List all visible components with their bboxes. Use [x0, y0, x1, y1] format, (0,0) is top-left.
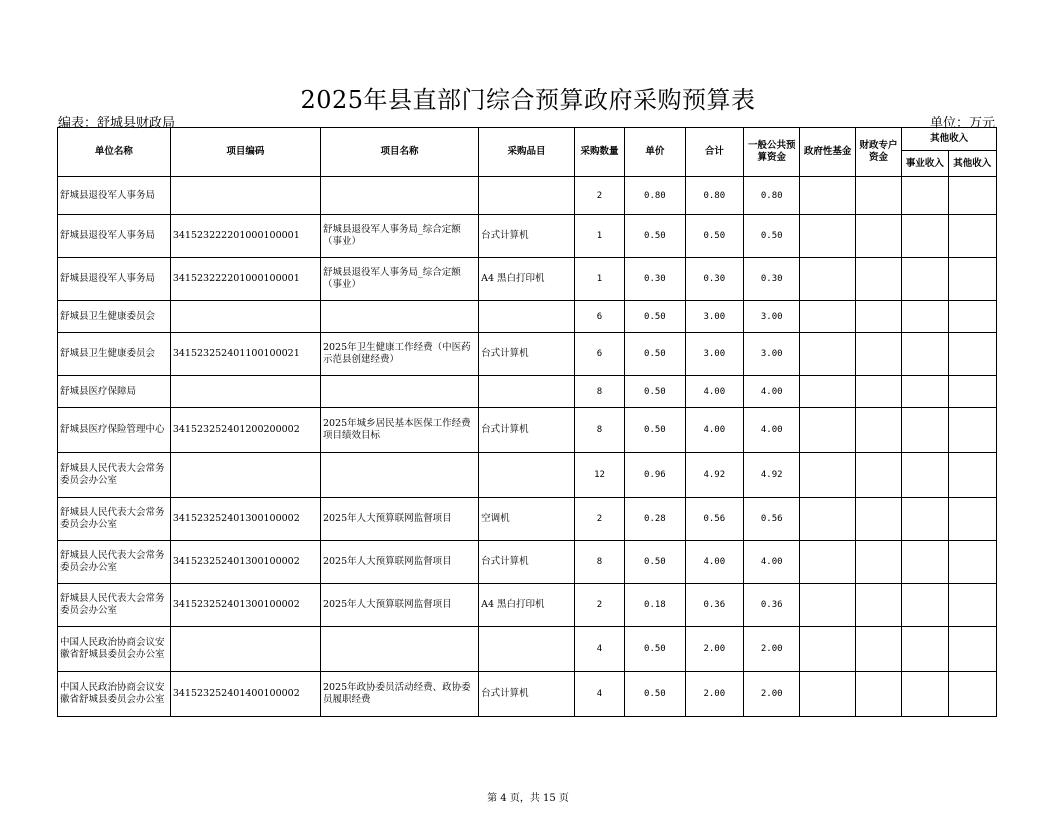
cell-business-income — [902, 376, 948, 408]
cell-code — [170, 177, 320, 215]
cell-other — [948, 584, 996, 627]
cell-price: 0.18 — [625, 584, 685, 627]
cell-other — [948, 453, 996, 498]
cell-code: 341523252401300100002 — [170, 498, 320, 541]
cell-unit: 舒城县退役军人事务局 — [58, 177, 171, 215]
cell-special-fund — [855, 453, 901, 498]
header-project-code: 项目编码 — [170, 128, 320, 177]
cell-business-income — [902, 584, 948, 627]
cell-unit: 舒城县卫生健康委员会 — [58, 333, 171, 376]
cell-general: 4.00 — [744, 408, 800, 453]
cell-project: 2025年人大预算联网监督项目 — [320, 584, 478, 627]
cell-total: 3.00 — [685, 301, 743, 333]
procurement-budget-table — [57, 127, 997, 717]
cell-total: 4.00 — [685, 408, 743, 453]
cell-category: 台式计算机 — [479, 408, 575, 453]
cell-total: 0.56 — [685, 498, 743, 541]
cell-price: 0.50 — [625, 215, 685, 258]
cell-price: 0.50 — [625, 408, 685, 453]
cell-price: 0.50 — [625, 541, 685, 584]
cell-special-fund — [855, 672, 901, 717]
cell-category: 台式计算机 — [479, 541, 575, 584]
cell-price: 0.50 — [625, 301, 685, 333]
cell-total: 4.00 — [685, 376, 743, 408]
cell-category: A4 黑白打印机 — [479, 584, 575, 627]
cell-business-income — [902, 301, 948, 333]
table-row — [58, 301, 997, 333]
table-row — [58, 376, 997, 408]
cell-special-fund — [855, 541, 901, 584]
cell-general: 0.36 — [744, 584, 800, 627]
cell-project — [320, 376, 478, 408]
cell-qty: 6 — [574, 333, 624, 376]
cell-other — [948, 301, 996, 333]
cell-general: 4.00 — [744, 541, 800, 584]
unit-label: 单位：万元 — [929, 116, 995, 131]
cell-gov-fund — [800, 498, 855, 541]
cell-code: 341523222201000100001 — [170, 215, 320, 258]
cell-qty: 2 — [574, 498, 624, 541]
cell-category — [479, 177, 575, 215]
header-category: 采购品目 — [479, 128, 575, 177]
header-quantity: 采购数量 — [574, 128, 624, 177]
cell-project: 2025年人大预算联网监督项目 — [320, 498, 478, 541]
cell-qty: 4 — [574, 627, 624, 672]
cell-gov-fund — [800, 541, 855, 584]
table-row — [58, 333, 997, 376]
cell-total: 2.00 — [685, 627, 743, 672]
cell-special-fund — [855, 584, 901, 627]
cell-gov-fund — [800, 376, 855, 408]
cell-gov-fund — [800, 258, 855, 301]
table-row — [58, 627, 997, 672]
cell-project — [320, 301, 478, 333]
cell-category: 空调机 — [479, 498, 575, 541]
cell-project — [320, 453, 478, 498]
cell-qty: 8 — [574, 408, 624, 453]
cell-general: 2.00 — [744, 627, 800, 672]
cell-price: 0.30 — [625, 258, 685, 301]
cell-qty: 1 — [574, 215, 624, 258]
cell-other — [948, 177, 996, 215]
cell-total: 0.80 — [685, 177, 743, 215]
header-gov-fund: 政府性基金 — [800, 128, 855, 177]
header-special-fund: 财政专户资金 — [855, 128, 901, 177]
cell-gov-fund — [800, 584, 855, 627]
cell-qty: 4 — [574, 672, 624, 717]
cell-qty: 8 — [574, 541, 624, 584]
cell-code — [170, 453, 320, 498]
cell-category: 台式计算机 — [479, 333, 575, 376]
cell-total: 4.92 — [685, 453, 743, 498]
cell-category — [479, 627, 575, 672]
cell-total: 0.36 — [685, 584, 743, 627]
cell-gov-fund — [800, 672, 855, 717]
cell-unit: 舒城县退役军人事务局 — [58, 215, 171, 258]
cell-business-income — [902, 408, 948, 453]
cell-total: 4.00 — [685, 541, 743, 584]
cell-price: 0.50 — [625, 376, 685, 408]
cell-project: 2025年政协委员活动经费、政协委员履职经费 — [320, 672, 478, 717]
cell-unit: 舒城县退役军人事务局 — [58, 258, 171, 301]
cell-gov-fund — [800, 215, 855, 258]
cell-category — [479, 376, 575, 408]
cell-business-income — [902, 258, 948, 301]
cell-unit: 舒城县医疗保障局 — [58, 376, 171, 408]
cell-business-income — [902, 498, 948, 541]
cell-gov-fund — [800, 408, 855, 453]
header-general-budget: 一般公共预算资金 — [744, 128, 800, 177]
cell-category: 台式计算机 — [479, 215, 575, 258]
cell-other — [948, 672, 996, 717]
cell-gov-fund — [800, 177, 855, 215]
cell-project — [320, 177, 478, 215]
header-unit-name: 单位名称 — [58, 128, 171, 177]
cell-other — [948, 541, 996, 584]
table-row — [58, 215, 997, 258]
cell-unit: 中国人民政治协商会议安徽省舒城县委员会办公室 — [58, 672, 171, 717]
editor-label: 编表：舒城县财政局 — [58, 116, 176, 131]
cell-general: 4.92 — [744, 453, 800, 498]
cell-price: 0.50 — [625, 627, 685, 672]
table-row — [58, 584, 997, 627]
cell-project: 舒城县退役军人事务局_综合定额（事业） — [320, 258, 478, 301]
cell-total: 0.30 — [685, 258, 743, 301]
cell-price: 0.28 — [625, 498, 685, 541]
cell-business-income — [902, 215, 948, 258]
cell-special-fund — [855, 408, 901, 453]
cell-code: 341523252401300100002 — [170, 541, 320, 584]
cell-other — [948, 258, 996, 301]
cell-general: 0.80 — [744, 177, 800, 215]
table-row — [58, 672, 997, 717]
cell-gov-fund — [800, 333, 855, 376]
cell-total: 3.00 — [685, 333, 743, 376]
cell-code — [170, 301, 320, 333]
cell-unit: 舒城县人民代表大会常务委员会办公室 — [58, 453, 171, 498]
cell-qty: 2 — [574, 584, 624, 627]
page-footer: 第 4 页，共 15 页 — [487, 793, 569, 804]
cell-code: 341523252401100100021 — [170, 333, 320, 376]
cell-general: 0.56 — [744, 498, 800, 541]
cell-business-income — [902, 333, 948, 376]
cell-special-fund — [855, 177, 901, 215]
cell-special-fund — [855, 215, 901, 258]
page-title: 2025年县直部门综合预算政府采购预算表 — [300, 86, 756, 114]
cell-gov-fund — [800, 453, 855, 498]
cell-unit: 舒城县医疗保险管理中心 — [58, 408, 171, 453]
header-unit-price: 单价 — [625, 128, 685, 177]
cell-unit: 舒城县卫生健康委员会 — [58, 301, 171, 333]
cell-gov-fund — [800, 301, 855, 333]
cell-unit: 舒城县人民代表大会常务委员会办公室 — [58, 541, 171, 584]
cell-business-income — [902, 627, 948, 672]
cell-unit: 中国人民政治协商会议安徽省舒城县委员会办公室 — [58, 627, 171, 672]
cell-category — [479, 301, 575, 333]
cell-unit: 舒城县人民代表大会常务委员会办公室 — [58, 584, 171, 627]
cell-total: 2.00 — [685, 672, 743, 717]
table-row — [58, 498, 997, 541]
cell-special-fund — [855, 301, 901, 333]
cell-price: 0.96 — [625, 453, 685, 498]
cell-gov-fund — [800, 627, 855, 672]
cell-code: 341523252401300100002 — [170, 584, 320, 627]
cell-other — [948, 408, 996, 453]
cell-special-fund — [855, 627, 901, 672]
cell-qty: 2 — [574, 177, 624, 215]
cell-business-income — [902, 672, 948, 717]
cell-project — [320, 627, 478, 672]
table-row — [58, 541, 997, 584]
cell-code — [170, 376, 320, 408]
cell-business-income — [902, 541, 948, 584]
table-row — [58, 258, 997, 301]
table-row — [58, 177, 997, 215]
table-row — [58, 408, 997, 453]
cell-code: 341523222201000100001 — [170, 258, 320, 301]
header-other: 其他收入 — [948, 151, 996, 177]
cell-code: 341523252401400100002 — [170, 672, 320, 717]
cell-special-fund — [855, 258, 901, 301]
cell-price: 0.80 — [625, 177, 685, 215]
cell-price: 0.50 — [625, 333, 685, 376]
cell-other — [948, 215, 996, 258]
cell-project: 2025年城乡居民基本医保工作经费项目绩效目标 — [320, 408, 478, 453]
cell-qty: 6 — [574, 301, 624, 333]
cell-code — [170, 627, 320, 672]
cell-total: 0.50 — [685, 215, 743, 258]
cell-business-income — [902, 453, 948, 498]
cell-special-fund — [855, 498, 901, 541]
header-total: 合计 — [685, 128, 743, 177]
cell-project: 2025年卫生健康工作经费（中医药示范县创建经费） — [320, 333, 478, 376]
header-other-income: 其他收入 — [902, 128, 997, 151]
cell-general: 0.30 — [744, 258, 800, 301]
cell-project: 2025年人大预算联网监督项目 — [320, 541, 478, 584]
cell-qty: 12 — [574, 453, 624, 498]
cell-project: 舒城县退役军人事务局_综合定额（事业） — [320, 215, 478, 258]
cell-qty: 8 — [574, 376, 624, 408]
cell-general: 0.50 — [744, 215, 800, 258]
cell-qty: 1 — [574, 258, 624, 301]
cell-business-income — [902, 177, 948, 215]
cell-other — [948, 376, 996, 408]
cell-general: 2.00 — [744, 672, 800, 717]
cell-general: 4.00 — [744, 376, 800, 408]
cell-special-fund — [855, 333, 901, 376]
header-business-income: 事业收入 — [902, 151, 948, 177]
cell-category — [479, 453, 575, 498]
cell-category: A4 黑白打印机 — [479, 258, 575, 301]
cell-other — [948, 627, 996, 672]
table-row — [58, 453, 997, 498]
cell-other — [948, 333, 996, 376]
cell-unit: 舒城县人民代表大会常务委员会办公室 — [58, 498, 171, 541]
cell-special-fund — [855, 376, 901, 408]
cell-code: 341523252401200200002 — [170, 408, 320, 453]
cell-other — [948, 498, 996, 541]
cell-general: 3.00 — [744, 301, 800, 333]
cell-general: 3.00 — [744, 333, 800, 376]
cell-price: 0.50 — [625, 672, 685, 717]
cell-category: 台式计算机 — [479, 672, 575, 717]
header-project-name: 项目名称 — [320, 128, 478, 177]
